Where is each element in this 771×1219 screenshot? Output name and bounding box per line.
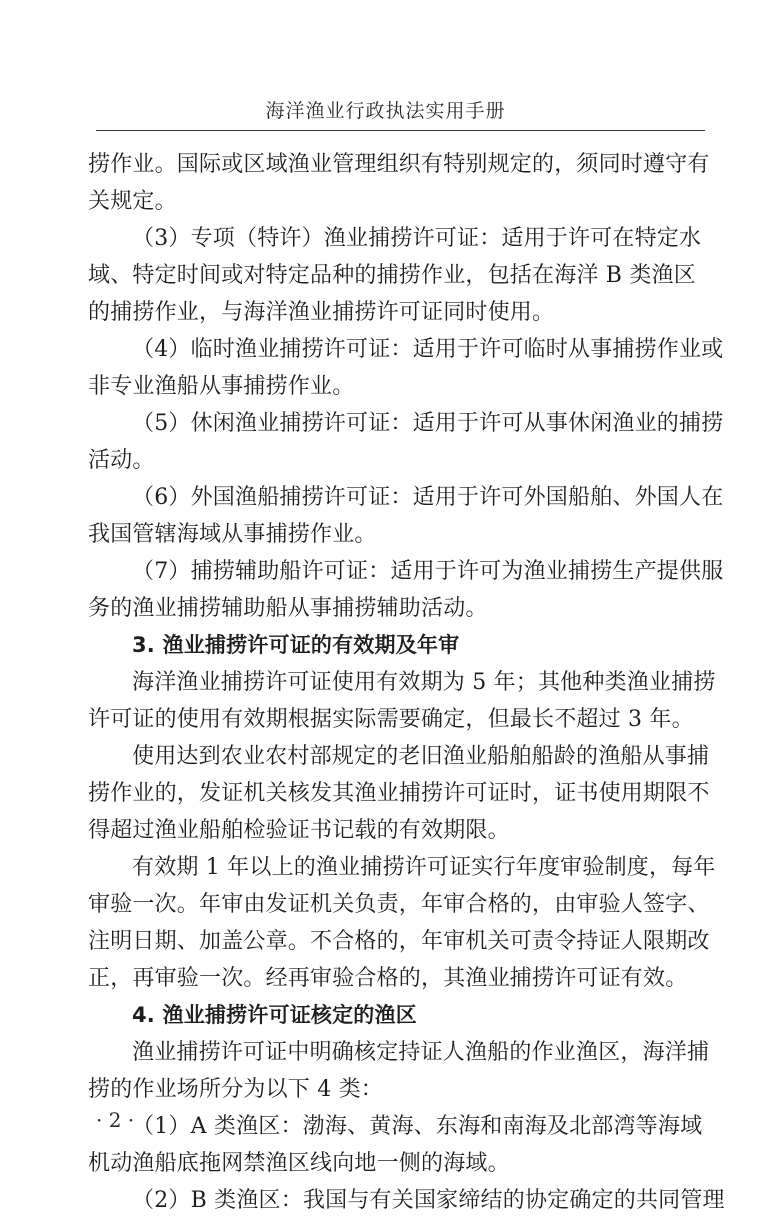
text-line: 审验一次。年审由发证机关负责，年审合格的，由审验人签字、 bbox=[88, 892, 710, 917]
text-line: 许可证的使用有效期根据实际需要确定，但最长不超过 3 年。 bbox=[88, 707, 694, 732]
text-line: 捞作业的，发证机关核发其渔业捕捞许可证时，证书使用期限不 bbox=[88, 781, 710, 806]
text-line: 我国管辖海域从事捕捞作业。 bbox=[88, 522, 377, 547]
text-line: 正，再审验一次。经再审验合格的，其渔业捕捞许可证有效。 bbox=[88, 966, 688, 991]
text-line: 活动。 bbox=[88, 448, 155, 473]
text-line: 有效期 1 年以上的渔业捕捞许可证实行年度审验制度，每年 bbox=[132, 855, 716, 880]
body-text bbox=[88, 146, 725, 1219]
text-line: 务的渔业捕捞辅助船从事捕捞辅助活动。 bbox=[88, 596, 488, 621]
text-line: 关规定。 bbox=[88, 189, 177, 214]
text-line: 非专业渔船从事捕捞作业。 bbox=[88, 374, 355, 399]
text-line: 使用达到农业农村部规定的老旧渔业船舶船龄的渔船从事捕 bbox=[132, 744, 710, 769]
text-line: （6）外国渔船捕捞许可证：适用于许可外国船舶、外国人在 bbox=[132, 485, 724, 510]
text-line: （7）捕捞辅助船许可证：适用于许可为渔业捕捞生产提供服 bbox=[132, 559, 724, 584]
text-line: 域、特定时间或对特定品种的捕捞作业，包括在海洋 B 类渔区 bbox=[88, 263, 696, 288]
section-heading: 3. 渔业捕捞许可证的有效期及年审 bbox=[132, 633, 460, 657]
text-line: 的捕捞作业，与海洋渔业捕捞许可证同时使用。 bbox=[88, 300, 555, 325]
text-line: （4）临时渔业捕捞许可证：适用于许可临时从事捕捞作业或 bbox=[132, 337, 724, 362]
section-heading: 4. 渔业捕捞许可证核定的渔区 bbox=[132, 1003, 417, 1027]
header-rule bbox=[96, 130, 705, 131]
text-line: 机动渔船底拖网禁渔区线向地一侧的海域。 bbox=[88, 1151, 510, 1176]
running-header: 海洋渔业行政执法实用手册 bbox=[265, 100, 506, 122]
text-line: （5）休闲渔业捕捞许可证：适用于许可从事休闲渔业的捕捞 bbox=[132, 411, 724, 436]
text-line: 注明日期、加盖公章。不合格的，年审机关可责令持证人限期改 bbox=[88, 929, 710, 954]
text-line: 渔业捕捞许可证中明确核定持证人渔船的作业渔区，海洋捕 bbox=[132, 1040, 710, 1065]
page-number: · 2 · bbox=[96, 1108, 135, 1132]
text-line: （1）A 类渔区：渤海、黄海、东海和南海及北部湾等海域 bbox=[132, 1114, 703, 1139]
text-line: 捞作业。国际或区域渔业管理组织有特别规定的，须同时遵守有 bbox=[88, 152, 710, 177]
text-line: 捞的作业场所分为以下 4 类： bbox=[88, 1077, 383, 1102]
text-line: （3）专项（特许）渔业捕捞许可证：适用于许可在特定水 bbox=[132, 226, 702, 251]
text-line: 得超过渔业船舶检验证书记载的有效期限。 bbox=[88, 818, 510, 843]
text-line: （2）B 类渔区：我国与有关国家缔结的协定确定的共同管理 bbox=[132, 1188, 725, 1213]
text-line: 海洋渔业捕捞许可证使用有效期为 5 年；其他种类渔业捕捞 bbox=[132, 670, 716, 695]
